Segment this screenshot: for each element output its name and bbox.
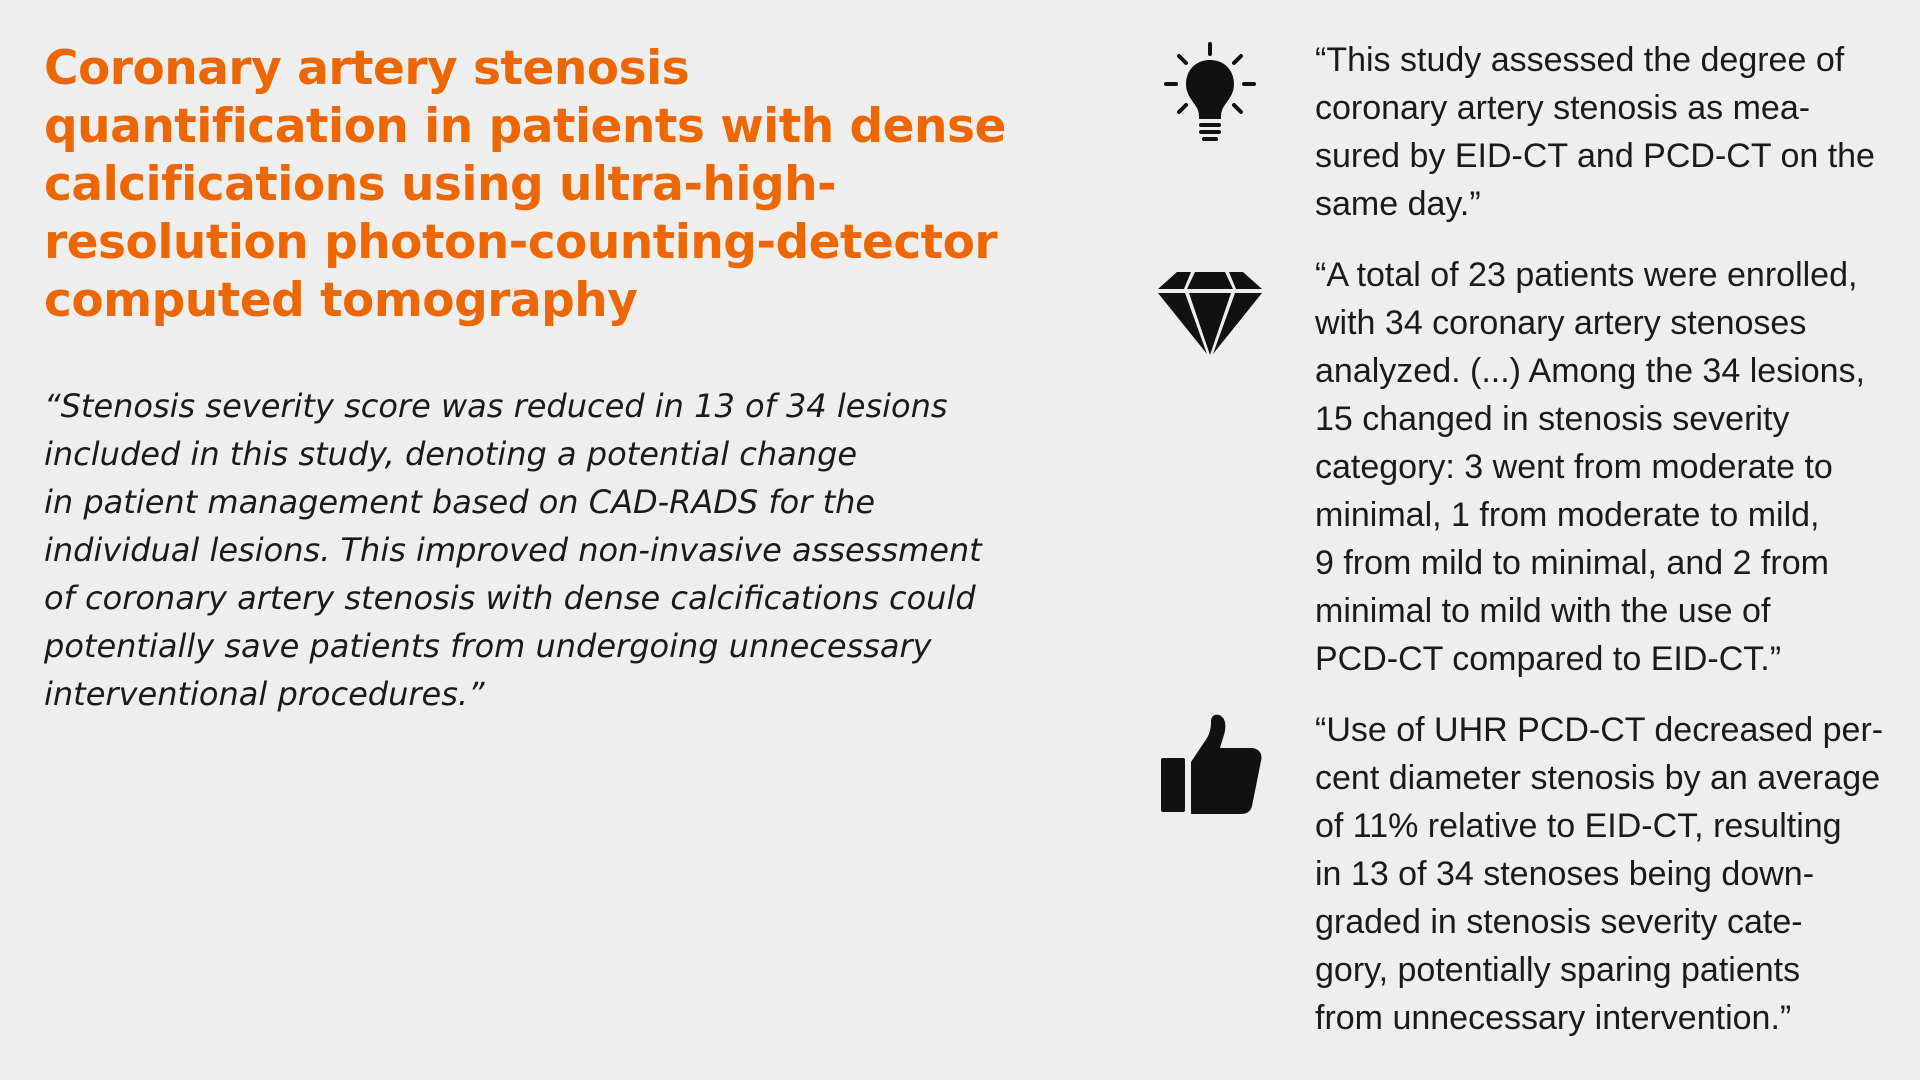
fact-text [1315, 36, 1895, 228]
title-line: computed tomography [44, 273, 638, 328]
fact-enrollment [1155, 251, 1895, 683]
left-column [44, 40, 1004, 718]
fact-line: sured by EID-CT and PCD-CT on the [1315, 137, 1875, 175]
fact-line: gory, potentially sparing patients [1315, 951, 1801, 989]
fact-line: minimal, 1 from moderate to mild, [1315, 496, 1820, 534]
fact-line: same day.” [1315, 185, 1481, 223]
diamond-icon [1155, 255, 1265, 365]
fact-line: in 13 of 34 stenoses being down- [1315, 855, 1815, 893]
lightbulb-icon [1155, 40, 1265, 150]
main-quote-line: in patient management based on CAD-RADS for the [44, 483, 876, 521]
fact-line: from unnecessary intervention.” [1315, 999, 1792, 1037]
main-quote-line: of coronary artery stenosis with dense calcifications could [44, 579, 976, 617]
main-quote [44, 382, 1004, 718]
title-line: resolution photon-counting-detector [44, 215, 998, 270]
title-line: Coronary artery stenosis [44, 41, 690, 96]
title-line: calcifications using ultra-high- [44, 157, 837, 212]
fact-line: cent diameter stenosis by an average [1315, 759, 1881, 797]
right-column [1155, 36, 1895, 1042]
main-quote-line: interventional procedures.” [44, 675, 485, 713]
fact-line: with 34 coronary artery stenoses [1315, 304, 1807, 342]
fact-line: “Use of UHR PCD-CT decreased per- [1315, 711, 1884, 749]
fact-line: graded in stenosis severity cate- [1315, 903, 1803, 941]
fact-line: 9 from mild to minimal, and 2 from [1315, 544, 1829, 582]
fact-line: “This study assessed the degree of [1315, 41, 1845, 79]
fact-text [1315, 706, 1895, 1042]
fact-line: of 11% relative to EID-CT, resulting [1315, 807, 1842, 845]
main-quote-line: individual lesions. This improved non-invasive assessment [44, 531, 982, 569]
fact-line: minimal to mild with the use of [1315, 592, 1771, 630]
main-quote-line: “Stenosis severity score was reduced in 13 of 34 lesions [44, 387, 948, 425]
fact-line: 15 changed in stenosis severity [1315, 400, 1790, 438]
fact-line: analyzed. (...) Among the 34 lesions, [1315, 352, 1865, 390]
main-quote-line: included in this study, denoting a potential change [44, 435, 858, 473]
fact-line: coronary artery stenosis as mea- [1315, 89, 1811, 127]
fact-line: PCD-CT compared to EID-CT.” [1315, 640, 1782, 678]
fact-study-design [1155, 36, 1895, 228]
fact-outcome [1155, 706, 1895, 1042]
fact-text [1315, 251, 1895, 683]
thumbs-up-icon [1155, 710, 1265, 820]
main-quote-line: potentially save patients from undergoing unnecessary [44, 627, 932, 665]
fact-line: category: 3 went from moderate to [1315, 448, 1833, 486]
page-title [44, 40, 1004, 330]
title-line: quantification in patients with dense [44, 99, 1006, 154]
fact-line: “A total of 23 patients were enrolled, [1315, 256, 1858, 294]
